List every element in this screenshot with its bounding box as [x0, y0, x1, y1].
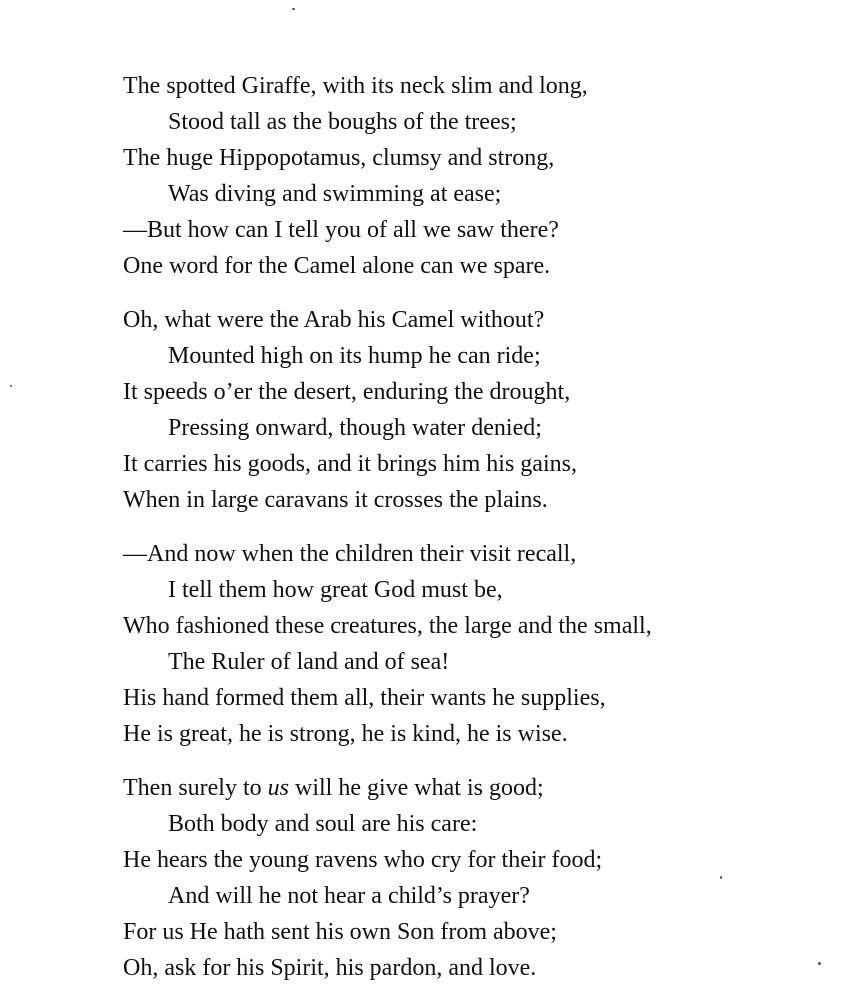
poem-line: Mounted high on its hump he can ride;: [168, 343, 541, 369]
poem-line: —But how can I tell you of all we saw there?: [123, 217, 559, 243]
poem-line: And will he not hear a child’s prayer?: [168, 883, 530, 909]
emphasized-word: us: [267, 775, 289, 801]
stanza-4: [123, 770, 823, 986]
poem-line: When in large caravans it crosses the plains.: [123, 487, 548, 513]
poem-line: Who fashioned these creatures, the large and the small,: [123, 613, 652, 639]
paper-speck: [292, 8, 295, 10]
line-text: will he give what is good;: [288, 775, 544, 801]
poem-line: He hears the young ravens who cry for their food;: [123, 847, 603, 873]
stanza-1: [123, 68, 823, 284]
poem-line: Stood tall as the boughs of the trees;: [168, 109, 517, 135]
poem-line: Was diving and swimming at ease;: [168, 181, 502, 207]
poem-line: His hand formed them all, their wants he supplies,: [123, 685, 606, 711]
poem: [123, 68, 823, 1004]
poem-line: The Ruler of land and of sea!: [168, 649, 450, 675]
poem-line: It carries his goods, and it brings him his gains,: [123, 451, 577, 477]
poem-line: [123, 770, 823, 806]
stanza-2: [123, 302, 823, 518]
poem-line: The spotted Giraffe, with its neck slim and long,: [123, 73, 588, 99]
poem-line: Pressing onward, though water denied;: [168, 415, 542, 441]
poem-line: It speeds o’er the desert, enduring the drought,: [123, 379, 571, 405]
poem-line: —And now when the children their visit recall,: [123, 541, 577, 567]
paper-speck: [10, 385, 12, 387]
poem-line: One word for the Camel alone can we spare.: [123, 253, 551, 279]
poem-line: He is great, he is strong, he is kind, he is wise.: [123, 721, 568, 747]
poem-line: I tell them how great God must be,: [168, 577, 503, 603]
poem-line: Oh, ask for his Spirit, his pardon, and love.: [123, 955, 537, 981]
poem-line: For us He hath sent his own Son from above;: [123, 919, 557, 945]
poem-line: Oh, what were the Arab his Camel without?: [123, 307, 545, 333]
stanza-3: [123, 536, 823, 752]
poem-line: The huge Hippopotamus, clumsy and strong,: [123, 145, 555, 171]
poem-line: Both body and soul are his care:: [168, 811, 478, 837]
line-text: Then surely to: [123, 775, 268, 801]
